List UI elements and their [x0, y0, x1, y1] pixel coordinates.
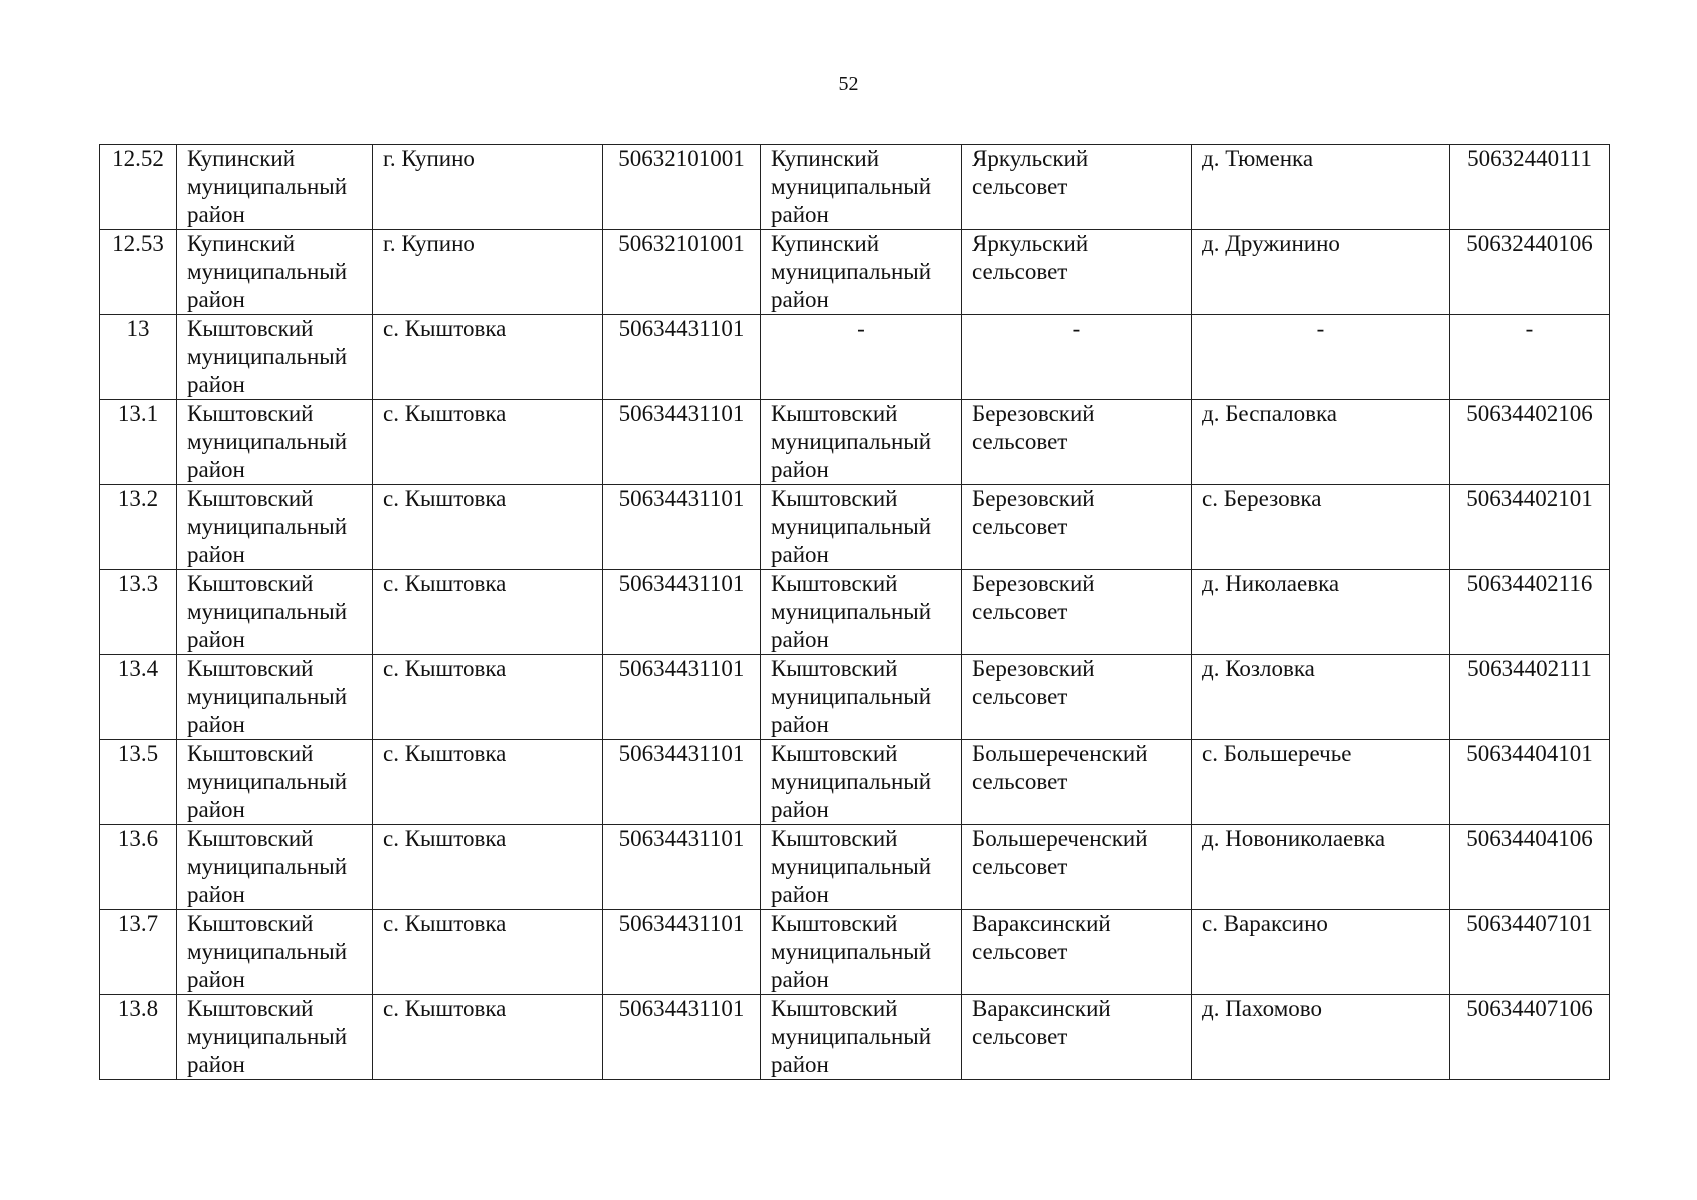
- district-cell: [177, 825, 373, 910]
- settlement-text: д. Николаевка: [1202, 571, 1340, 596]
- admin-center-text: с. Кыштовка: [383, 486, 507, 511]
- settlement-cell: [1192, 400, 1450, 485]
- settlement-cell: [1192, 145, 1450, 230]
- district-cell: [177, 910, 373, 995]
- admin-center-code-cell: [603, 740, 761, 825]
- council-text: Березовский сельсовет: [972, 656, 1095, 709]
- row-number-cell: [100, 740, 177, 825]
- settlement-code-text: -: [1525, 316, 1534, 341]
- settlement-code-text: 50634402106: [1466, 401, 1593, 426]
- settlement-code-text: 50634407101: [1466, 911, 1593, 936]
- admin-center-text: с. Кыштовка: [383, 656, 507, 681]
- admin-center-code-cell: [603, 995, 761, 1080]
- table-row: [100, 485, 1610, 570]
- admin-center-code-cell: [603, 230, 761, 315]
- district-text: Кыштовский муниципальный район: [187, 656, 348, 737]
- row-number-cell: [100, 910, 177, 995]
- settlement-district-cell: [761, 655, 962, 740]
- admin-center-code-text: 50634431101: [618, 571, 745, 596]
- settlement-cell: [1192, 230, 1450, 315]
- district-cell: [177, 570, 373, 655]
- admin-center-code-cell: [603, 145, 761, 230]
- settlement-text: д. Пахомово: [1202, 996, 1322, 1021]
- row-number-cell: [100, 145, 177, 230]
- district-text: Кыштовский муниципальный район: [187, 996, 348, 1077]
- council-cell: [962, 740, 1192, 825]
- council-cell: [962, 400, 1192, 485]
- row-number-cell: [100, 315, 177, 400]
- settlement-district-text: Купинский муниципальный район: [771, 146, 932, 227]
- admin-center-code-cell: [603, 400, 761, 485]
- table-row: [100, 145, 1610, 230]
- row-number-text: 12.53: [112, 231, 164, 256]
- admin-center-text: с. Кыштовка: [383, 826, 507, 851]
- district-cell: [177, 485, 373, 570]
- admin-center-text: с. Кыштовка: [383, 401, 507, 426]
- council-text: Яркульский сельсовет: [972, 146, 1089, 199]
- admin-center-code-text: 50634431101: [618, 486, 745, 511]
- settlement-district-cell: [761, 315, 962, 400]
- admin-center-text: с. Кыштовка: [383, 316, 507, 341]
- settlement-code-cell: [1450, 400, 1610, 485]
- settlement-code-text: 50634402116: [1466, 571, 1593, 596]
- settlement-cell: [1192, 740, 1450, 825]
- settlement-code-cell: [1450, 230, 1610, 315]
- settlement-cell: [1192, 910, 1450, 995]
- admin-center-code-cell: [603, 485, 761, 570]
- settlement-code-text: 50634407106: [1466, 996, 1593, 1021]
- settlement-cell: [1192, 570, 1450, 655]
- settlement-district-text: Кыштовский муниципальный район: [771, 486, 932, 567]
- council-cell: [962, 570, 1192, 655]
- admin-center-cell: [373, 910, 603, 995]
- council-text: -: [1072, 316, 1081, 341]
- district-text: Кыштовский муниципальный район: [187, 911, 348, 992]
- admin-center-text: с. Кыштовка: [383, 996, 507, 1021]
- settlement-code-cell: [1450, 655, 1610, 740]
- table-body: [100, 145, 1610, 1080]
- settlement-code-cell: [1450, 570, 1610, 655]
- row-number-text: 13.3: [117, 571, 159, 596]
- settlement-cell: [1192, 825, 1450, 910]
- row-number-cell: [100, 655, 177, 740]
- council-cell: [962, 315, 1192, 400]
- row-number-cell: [100, 825, 177, 910]
- district-text: Купинский муниципальный район: [187, 231, 348, 312]
- district-cell: [177, 315, 373, 400]
- settlement-district-cell: [761, 570, 962, 655]
- admin-center-code-cell: [603, 655, 761, 740]
- settlement-district-text: Кыштовский муниципальный район: [771, 571, 932, 652]
- admin-center-cell: [373, 400, 603, 485]
- council-cell: [962, 995, 1192, 1080]
- admin-center-cell: [373, 570, 603, 655]
- district-text: Кыштовский муниципальный район: [187, 571, 348, 652]
- district-cell: [177, 655, 373, 740]
- settlement-district-text: Кыштовский муниципальный район: [771, 656, 932, 737]
- admin-center-cell: [373, 740, 603, 825]
- district-text: Кыштовский муниципальный район: [187, 826, 348, 907]
- row-number-text: 13.2: [117, 486, 159, 511]
- admin-center-code-text: 50634431101: [618, 316, 745, 341]
- admin-center-code-cell: [603, 570, 761, 655]
- admin-center-code-text: 50634431101: [618, 741, 745, 766]
- district-cell: [177, 995, 373, 1080]
- settlement-district-text: Кыштовский муниципальный район: [771, 996, 932, 1077]
- settlement-district-cell: [761, 740, 962, 825]
- admin-center-cell: [373, 655, 603, 740]
- settlement-text: д. Козловка: [1202, 656, 1315, 681]
- council-text: Березовский сельсовет: [972, 486, 1095, 539]
- admin-center-code-text: 50634431101: [618, 996, 745, 1021]
- admin-center-cell: [373, 230, 603, 315]
- settlement-district-text: Кыштовский муниципальный район: [771, 911, 932, 992]
- settlement-code-cell: [1450, 485, 1610, 570]
- council-text: Яркульский сельсовет: [972, 231, 1089, 284]
- settlement-text: с. Большеречье: [1202, 741, 1352, 766]
- settlement-district-cell: [761, 825, 962, 910]
- admin-center-cell: [373, 145, 603, 230]
- row-number-cell: [100, 230, 177, 315]
- row-number-text: 13.4: [117, 656, 159, 681]
- council-cell: [962, 485, 1192, 570]
- settlement-code-text: 50634402101: [1466, 486, 1593, 511]
- settlement-text: -: [1316, 316, 1325, 341]
- settlement-code-cell: [1450, 910, 1610, 995]
- admin-center-text: с. Кыштовка: [383, 741, 507, 766]
- district-text: Кыштовский муниципальный район: [187, 401, 348, 482]
- council-text: Большереченский сельсовет: [972, 826, 1148, 879]
- row-number-text: 13.1: [117, 401, 159, 426]
- district-text: Кыштовский муниципальный район: [187, 741, 348, 822]
- council-text: Березовский сельсовет: [972, 571, 1095, 624]
- council-cell: [962, 145, 1192, 230]
- settlement-cell: [1192, 315, 1450, 400]
- row-number-text: 13.5: [117, 741, 159, 766]
- settlement-text: д. Тюменка: [1202, 146, 1314, 171]
- settlement-code-text: 50632440106: [1466, 231, 1593, 256]
- settlement-district-cell: [761, 485, 962, 570]
- district-text: Кыштовский муниципальный район: [187, 486, 348, 567]
- council-text: Березовский сельсовет: [972, 401, 1095, 454]
- table-row: [100, 825, 1610, 910]
- settlement-code-text: 50634404101: [1466, 741, 1593, 766]
- table-row: [100, 570, 1610, 655]
- district-cell: [177, 740, 373, 825]
- settlement-code-text: 50634404106: [1466, 826, 1593, 851]
- settlement-code-cell: [1450, 145, 1610, 230]
- district-text: Купинский муниципальный район: [187, 146, 348, 227]
- settlement-code-text: 50632440111: [1467, 146, 1592, 171]
- settlement-district-text: Кыштовский муниципальный район: [771, 401, 932, 482]
- row-number-cell: [100, 570, 177, 655]
- settlement-text: д. Новониколаевка: [1202, 826, 1386, 851]
- settlement-district-cell: [761, 400, 962, 485]
- district-cell: [177, 145, 373, 230]
- row-number-text: 13.8: [117, 996, 159, 1021]
- settlement-district-text: Кыштовский муниципальный район: [771, 741, 932, 822]
- admin-center-code-text: 50634431101: [618, 401, 745, 426]
- table-row: [100, 910, 1610, 995]
- row-number-text: 13: [126, 316, 150, 341]
- settlement-district-cell: [761, 145, 962, 230]
- table-row: [100, 655, 1610, 740]
- settlement-district-text: -: [857, 316, 865, 341]
- row-number-text: 13.7: [117, 911, 159, 936]
- row-number-cell: [100, 485, 177, 570]
- settlement-text: с. Вараксино: [1202, 911, 1328, 936]
- admin-center-text: г. Купино: [383, 231, 475, 256]
- admin-center-cell: [373, 485, 603, 570]
- table-row: [100, 995, 1610, 1080]
- settlement-code-cell: [1450, 315, 1610, 400]
- settlement-text: д. Дружинино: [1202, 231, 1340, 256]
- table-row: [100, 740, 1610, 825]
- settlement-district-cell: [761, 230, 962, 315]
- settlement-code-cell: [1450, 740, 1610, 825]
- settlement-code-text: 50634402111: [1467, 656, 1592, 681]
- settlement-cell: [1192, 485, 1450, 570]
- council-text: Вараксинский сельсовет: [972, 911, 1111, 964]
- admin-center-code-text: 50634431101: [618, 656, 745, 681]
- admin-center-code-cell: [603, 315, 761, 400]
- admin-center-cell: [373, 825, 603, 910]
- admin-center-code-text: 50632101001: [618, 146, 745, 171]
- table-row: [100, 230, 1610, 315]
- settlements-table: [99, 144, 1610, 1080]
- council-cell: [962, 910, 1192, 995]
- settlement-text: с. Березовка: [1202, 486, 1322, 511]
- district-cell: [177, 230, 373, 315]
- council-text: Большереченский сельсовет: [972, 741, 1148, 794]
- district-text: Кыштовский муниципальный район: [187, 316, 348, 397]
- district-cell: [177, 400, 373, 485]
- settlement-district-cell: [761, 910, 962, 995]
- row-number-cell: [100, 400, 177, 485]
- council-cell: [962, 825, 1192, 910]
- settlement-code-cell: [1450, 825, 1610, 910]
- row-number-text: 12.52: [112, 146, 164, 171]
- council-cell: [962, 655, 1192, 740]
- settlement-text: д. Беспаловка: [1202, 401, 1337, 426]
- settlement-cell: [1192, 995, 1450, 1080]
- settlement-code-cell: [1450, 995, 1610, 1080]
- table-row: [100, 315, 1610, 400]
- admin-center-code-text: 50632101001: [618, 231, 745, 256]
- admin-center-code-text: 50634431101: [618, 826, 745, 851]
- row-number-cell: [100, 995, 177, 1080]
- admin-center-code-cell: [603, 825, 761, 910]
- council-text: Вараксинский сельсовет: [972, 996, 1111, 1049]
- settlement-district-text: Кыштовский муниципальный район: [771, 826, 932, 907]
- admin-center-text: с. Кыштовка: [383, 911, 507, 936]
- table-row: [100, 400, 1610, 485]
- admin-center-code-text: 50634431101: [618, 911, 745, 936]
- page-number: 52: [838, 73, 859, 95]
- admin-center-text: с. Кыштовка: [383, 571, 507, 596]
- settlement-district-cell: [761, 995, 962, 1080]
- admin-center-cell: [373, 995, 603, 1080]
- admin-center-text: г. Купино: [383, 146, 475, 171]
- settlement-district-text: Купинский муниципальный район: [771, 231, 932, 312]
- settlement-cell: [1192, 655, 1450, 740]
- row-number-text: 13.6: [117, 826, 159, 851]
- council-cell: [962, 230, 1192, 315]
- admin-center-code-cell: [603, 910, 761, 995]
- admin-center-cell: [373, 315, 603, 400]
